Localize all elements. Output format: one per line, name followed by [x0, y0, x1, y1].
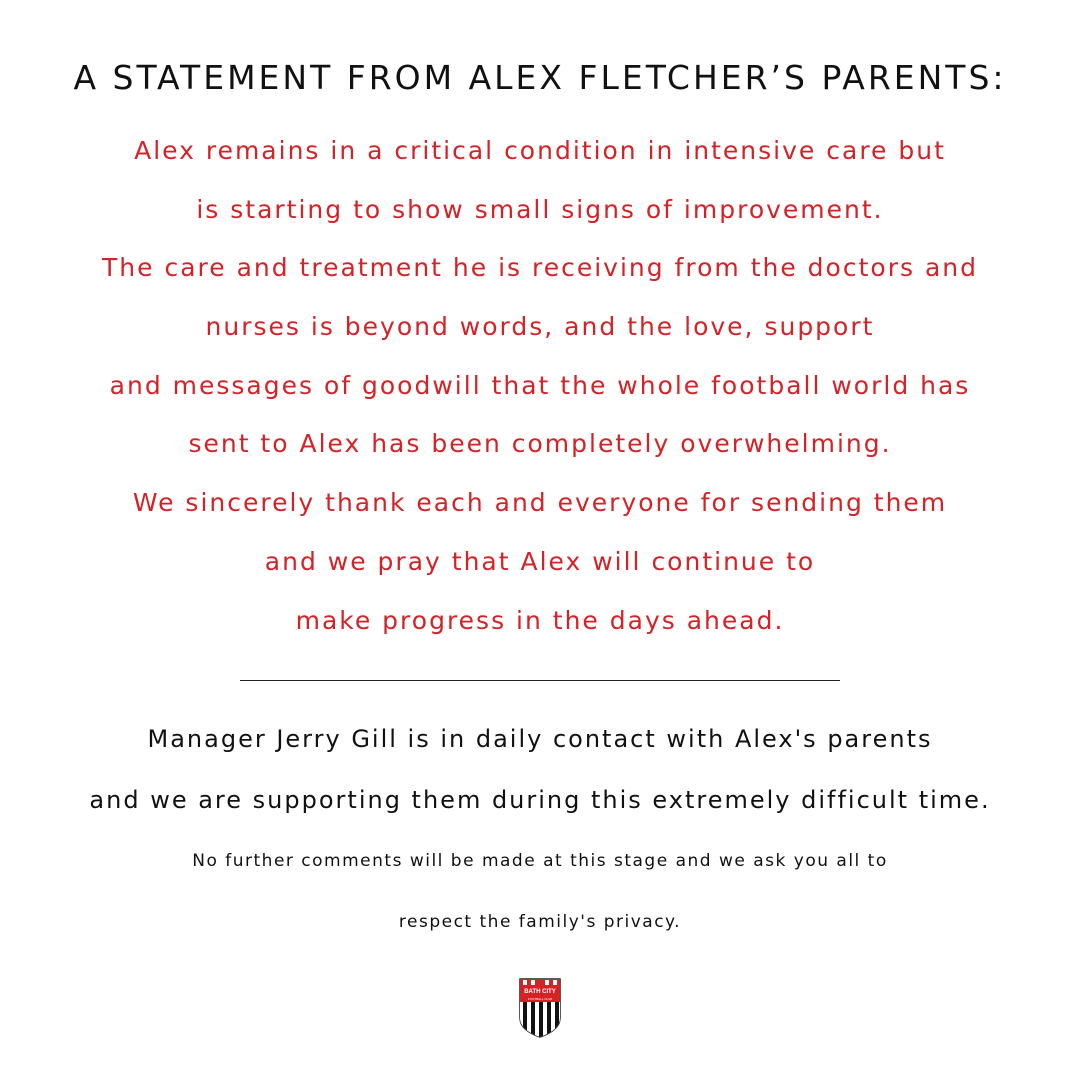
- privacy-note-line: No further comments will be made at this stage and we ask you all to: [192, 851, 888, 871]
- club-statement-line: and we are supporting them during this extremely difficult time.: [89, 786, 991, 814]
- divider: [240, 680, 840, 681]
- statement-line: The care and treatment he is receiving from the doctors and: [102, 253, 978, 282]
- page-title: A STATEMENT FROM ALEX FLETCHER’S PARENTS:: [73, 58, 1007, 97]
- privacy-note-line: respect the family's privacy.: [398, 912, 682, 932]
- statement-line: nurses is beyond words, and the love, support: [205, 312, 875, 341]
- statement-line: make progress in the days ahead.: [295, 606, 785, 635]
- club-statement-line: Manager Jerry Gill is in daily contact with Alex's parents: [147, 725, 933, 753]
- statement-line: sent to Alex has been completely overwhelming.: [188, 429, 892, 458]
- statement-line: Alex remains in a critical condition in intensive care but: [134, 136, 946, 165]
- svg-text:BATH CITY: BATH CITY: [524, 989, 556, 995]
- statement-line: is starting to show small signs of improvement.: [196, 195, 884, 224]
- statement-line: and messages of goodwill that the whole football world has: [109, 371, 971, 400]
- statement-line: and we pray that Alex will continue to: [264, 547, 816, 576]
- svg-text:FOOTBALL CLUB: FOOTBALL CLUB: [527, 997, 553, 1001]
- club-crest-logo: [519, 978, 561, 1038]
- statement-line: We sincerely thank each and everyone for sending them: [132, 488, 948, 517]
